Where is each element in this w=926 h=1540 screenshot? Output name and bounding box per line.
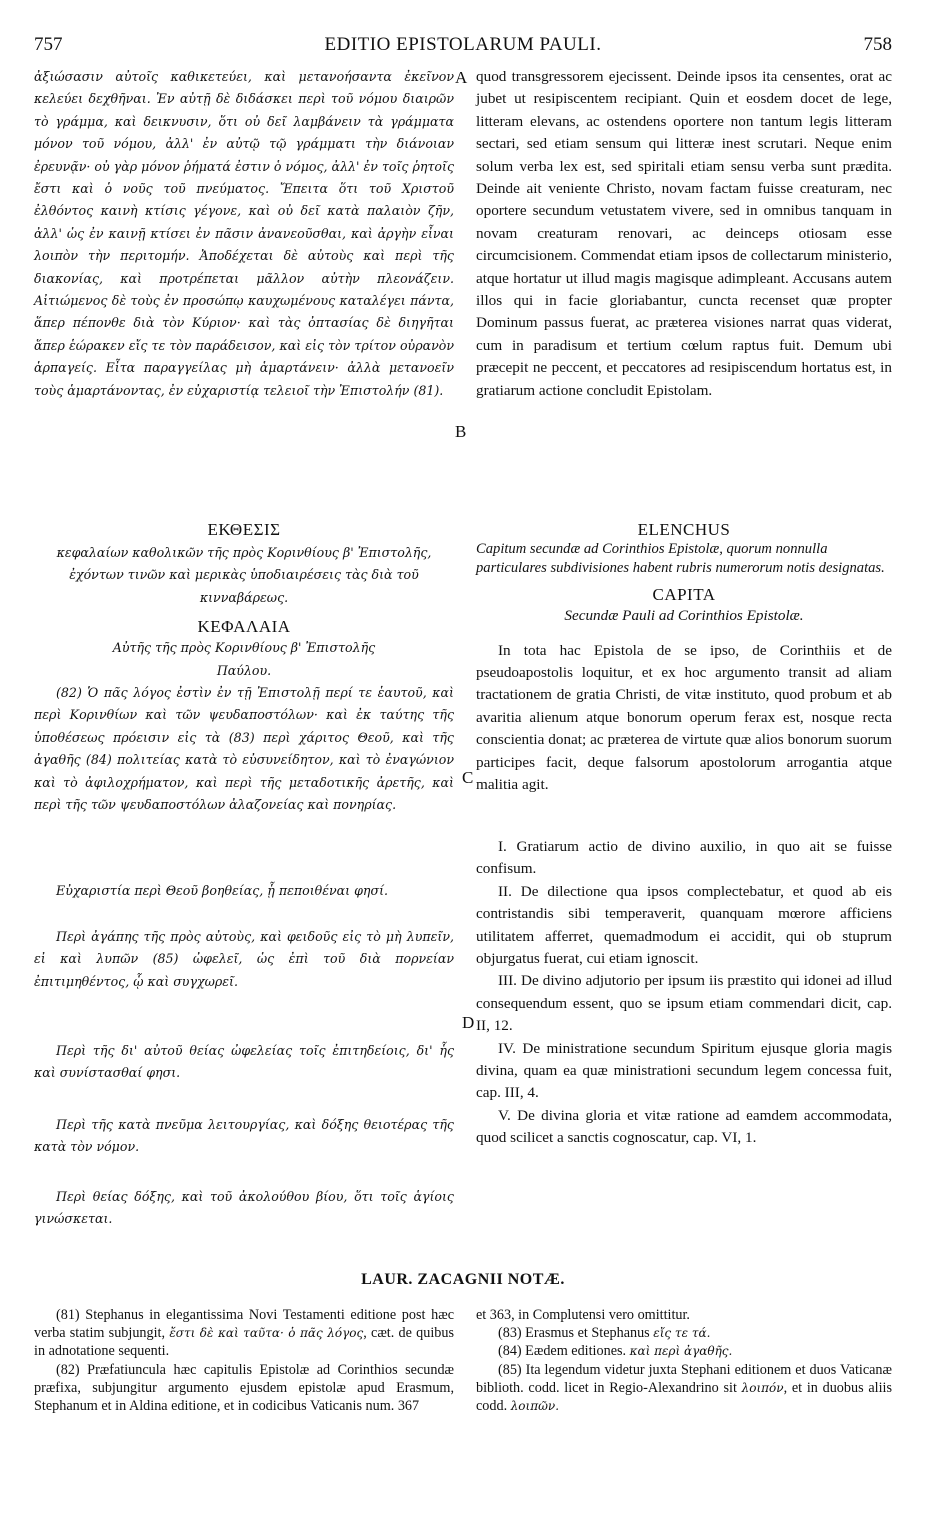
latin-chapter-intro: In tota hac Epistola de se ipso, de Corinthiis et de pseudoapostolis loquitur, et ex hoc argumento transit ad aliam tractationem de gratia Christi, de vitæ instituto, quod probum et ab avaritia alienum atque bonorum operum ferax est, nosque recta conscientia donat; ac præterea de virtute quæ alios bonorum suorum participes facit, deque falsorum apostolorum arrogantia atque malitia agit. bbox=[476, 641, 892, 794]
note-81: (81) Stephanus in elegantissima Novi Testamenti editione post hæc verba statim subjungit, ἔστι δὲ καὶ ταῦτα· ὁ πᾶς λόγος, cæt. de quibus in adnotatione sequenti. bbox=[34, 1307, 454, 1360]
note-82-continued: et 363, in Complutensi vero omittitur. bbox=[476, 1307, 690, 1323]
greek-item-4: Περὶ τῆς κατὰ πνεῦμα λειτουργίας, καὶ δόξης θειοτέρας τῆς κατὰ τὸν νόμον. bbox=[34, 1117, 454, 1155]
running-title: EDITIO EPISTOLARUM PAULI. bbox=[324, 34, 602, 55]
greek-kephalaia-subtitle: Αὐτῆς τῆς πρὸς Κορινθίους β' Ἐπιστολῆς Παύλου. bbox=[112, 640, 376, 678]
note-84: (84) Eædem editiones. καὶ περὶ ἀγαθῆς. bbox=[498, 1343, 733, 1360]
note-85: (85) Ita legendum videtur juxta Stephani editionem et duos Vaticanæ biblioth. codd. licet in Regio-Alexandrino sit λοιπόν, et in duobus aliis codd. λοιπῶν. bbox=[476, 1361, 892, 1415]
greek-item-5: Περὶ θείας δόξης, καὶ τοῦ ἀκολούθου βίου, ὅτι τοῖς ἁγίοις γινώσκεται. bbox=[34, 1189, 454, 1227]
latin-item-1: I. Gratiarum actio de divino auxilio, in quo ait se fuisse confisum. bbox=[476, 838, 892, 878]
left-page-number: 757 bbox=[34, 34, 63, 55]
margin-letter-b: B bbox=[455, 422, 467, 441]
latin-item-2: II. De dilectione qua ipsos complectebatur, et quod ab eis contristandis sibi temperaverit, quanquam mœrore afficiens utilitatem afferret, quemadmodum ei accidit, qui ob stuprum objurgatus fuerat, cui etiam ignoscit. bbox=[476, 882, 892, 968]
margin-letter-c: C bbox=[462, 768, 474, 787]
notes-left-column bbox=[34, 1306, 454, 1415]
greek-item-3: Περὶ τῆς δι' αὐτοῦ θείας ὠφελείας τοῖς ἐπιτηδείοις, δι' ἧς καὶ συνίστασθαί φησι. bbox=[34, 1043, 454, 1081]
latin-argument-text: quod transgressorem ejecissent. Deinde ipsos ita censentes, orat ac jubet ut resipiscentem recipiant. Quin et eosdem docet de lege, litteram elevans, ac ostendens oportere non tantum legis litteram sectari, sed etiam sensum qui litteræ inest scrutari. Neque enim solum verba lex est, sed spiritali etiam sensu verba sunt prædita. Deinde ait veniente Christo, novam factam fuisse creaturam, nec oportere secundum vetustatem vivere, sed in omnibus tanquam in novam creaturam renovari, ac deinceps otiosam esse circumcisionem. Commendat etiam ipsos de collectarum ministerio, atque hortatur ut illud magis magisque adimpleant. Accusans autem illos qui in facie gloriabantur, cuncta recenset quæ propter Dominum passus fuerat, ac præterea visiones narrat quas viderat, cum in paradisum et tertium cœlum raptus fuit. Demum ubi præcepit ne peccent, et peccatores ad resipiscendum hortatus est, in gratiarum actione concludit Epistolam. bbox=[476, 68, 892, 399]
latin-capita-title: CAPITA bbox=[652, 585, 716, 605]
latin-capita-list bbox=[476, 836, 892, 1150]
notes-title: LAUR. ZACAGNII NOTÆ. bbox=[361, 1271, 565, 1288]
greek-item-1: Εὐχαριστία περὶ Θεοῦ βοηθείας, ᾗ πεποιθέναι φησί. bbox=[56, 883, 389, 898]
latin-capita-subtitle: Secundæ Pauli ad Corinthios Epistolæ. bbox=[564, 607, 804, 625]
page-header bbox=[34, 34, 892, 60]
latin-item-5: V. De divina gloria et vitæ ratione ad eamdem accommodata, quod scilicet a sanctis cognoscatur, cap. VI, 1. bbox=[476, 1106, 892, 1147]
greek-ekthesis-section bbox=[34, 520, 454, 816]
greek-kephalaia-title: ΚΕΦΑΛΑΙΑ bbox=[197, 617, 291, 637]
greek-item-2: Περὶ ἀγάπης τῆς πρὸς αὐτοὺς, καὶ φειδοῦς εἰς τὸ μὴ λυπεῖν, εἰ καὶ λυπῶν (85) ὠφελεῖ, ὡς ἐπὶ τοῦ διὰ πορνείαν ἐπιτιμηθέντος, ᾧ καὶ συγχωρεῖ. bbox=[34, 929, 454, 989]
greek-ekthesis-title: ΕΚΘΕΣΙΣ bbox=[207, 520, 281, 539]
margin-letter-d: D bbox=[462, 1013, 475, 1032]
latin-item-4: IV. De ministratione secundum Spiritum ejusque gloria magis divina, quam ea quæ ministrationi secundum legem concessa fuit, cap. III, 4. bbox=[476, 1039, 892, 1102]
note-82: (82) Præfatiuncula hæc capitulis Epistolæ ad Corinthios secundæ præfixa, subjungitur argumento ejusdem epistolæ apud Erasmum, Stephanum et in Aldina editione, et in codicibus Vaticanis num. 367 bbox=[34, 1361, 454, 1415]
latin-elenchus-title: ELENCHUS bbox=[637, 520, 731, 539]
notes-right-column bbox=[476, 1306, 892, 1415]
latin-elenchus-section bbox=[476, 520, 892, 796]
margin-letter-a: A bbox=[455, 68, 468, 87]
greek-chapter-intro: (82) Ὁ πᾶς λόγος ἐστὶν ἐν τῇ Ἐπιστολῇ περί τε ἑαυτοῦ, καὶ περὶ Κορινθίων καὶ τῶν ψευδαποστόλων· καὶ ἐκ ταύτης τῆς ὑποθέσεως πρόεισιν εἰς τὰ (83) περὶ χάριτος Θεοῦ, καὶ τῆς ἀγαθῆς (84) πολιτείας κατὰ τὸ εὐσυνείδητον, καὶ τὸ ἐναγώνιον καὶ τὸ ἀφιλοχρήματον, καὶ περὶ τῆς μεταδοτικῆς ἀρετῆς, καὶ περὶ τῆς τῶν ψευδαποστόλων ἀλαζονείας καὶ πονηρίας. bbox=[34, 685, 454, 813]
greek-ekthesis-subtitle: κεφαλαίων καθολικῶν τῆς πρὸς Κορινθίους β' Ἐπιστολῆς, ἐχόντων τινῶν καὶ μερικὰς ὑποδιαιρέσεις τὰς διὰ τοῦ κινναβάρεως. bbox=[56, 545, 432, 605]
latin-elenchus-subtitle: Capitum secundæ ad Corinthios Epistolæ, quorum nonnulla particulares subdivisiones habent rubris numerorum notis designatas. bbox=[476, 541, 885, 576]
greek-column-top bbox=[34, 66, 454, 402]
note-83: (83) Erasmus et Stephanus εἴς τε τά. bbox=[498, 1325, 711, 1342]
right-page-number: 758 bbox=[863, 34, 892, 55]
latin-column-top bbox=[476, 66, 892, 402]
greek-argument-text: ἀξιώσασιν αὐτοῖς καθικετεύει, καὶ μετανοήσαντα ἐκεῖνον κελεύει δεχθῆναι. Ἐν αὐτῇ δὲ διδάσκει περὶ τοῦ νόμου διαιρῶν τὸ γράμμα, καὶ δεικνυσιν, ὅτι οὐ δεῖ λαμβάνειν τὰ γράμματα μόνον τοῦ νόμου, ἀλλ' ἐν αὐτῷ τῷ γράμματι τὴν διάνοιαν ἐρευνᾷν· οὐ γὰρ μόνον ῥήματά ἐστιν ὁ νόμος, ἀλλ' ἐν τοῖς ῥητοῖς ἔστι καὶ ὁ νοῦς τοῦ πνεύματος. Ἔπειτα ὅτι τοῦ Χριστοῦ ἐλθόντος καινὴ κτίσις γέγονε, καὶ οὐ δεῖ κατὰ παλαιὸν ζῆν, ἀλλ' ὡς ἐν καινῇ κτίσει ἐν πᾶσιν ἀνανεοῦσθαι, καὶ ἀργὴν εἶναι λοιπὸν τὴν περιτομήν. Ἀποδέχεται δὲ αὐτοὺς καὶ περὶ τῆς διακονίας, καὶ προτρέπεται μᾶλλον αὐτὴν πλεονάζειν. Αἰτιώμενος δὲ τοὺς ἐν προσώπῳ καυχωμένους καταλέγει πάντα, ἅπερ πέπονθε διὰ τὸν Κύριον· καὶ τὰς ὀπτασίας δὲ διηγῆται ἅπερ ἑώρακεν εἴς τε τὸν παράδεισον, καὶ εἰς τὸν τρίτον οὐρανὸν ἁρπαγείς. Εἶτα παραγγείλας μὴ ἁμαρτάνειν· ἀλλὰ μετανοεῖν τοὺς ἁμαρτάνοντας, ἐν εὐχαριστίᾳ τελειοῖ τὴν Ἐπιστολήν (81). bbox=[34, 69, 454, 398]
latin-item-3: III. De divino adjutorio per ipsum iis præstito qui idonei ad illud consequendum essent, quo se ipsum etiam commendari dicit, cap. II, 12. bbox=[476, 972, 892, 1035]
